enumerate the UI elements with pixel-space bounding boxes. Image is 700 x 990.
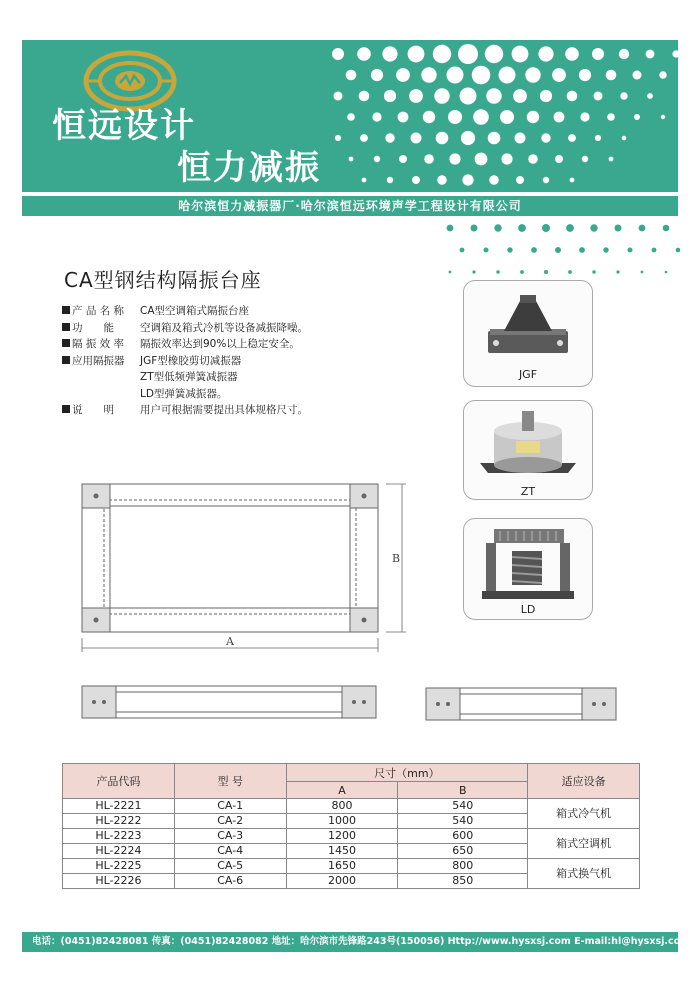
dimension-b-label: B xyxy=(392,552,401,565)
cell-model: CA-1 xyxy=(174,799,286,814)
photo-label-jgf: JGF xyxy=(518,368,538,381)
cell-a: 1450 xyxy=(286,844,398,859)
spec-value: CA型空调箱式隔振台座 xyxy=(140,305,250,317)
photo-label-zt: ZT xyxy=(520,485,536,498)
spec-row xyxy=(62,320,462,337)
cell-code: HL-2221 xyxy=(63,799,175,814)
cell-b: 800 xyxy=(398,859,528,874)
spec-row xyxy=(62,303,462,320)
spec-row xyxy=(62,353,462,370)
cell-equipment: 箱式冷气机 xyxy=(528,799,640,829)
cell-model: CA-2 xyxy=(174,814,286,829)
cell-a: 2000 xyxy=(286,874,398,889)
plan-view-drawing xyxy=(76,478,416,653)
cell-a: 1000 xyxy=(286,814,398,829)
spec-row xyxy=(62,402,462,419)
header-equipment: 适应设备 xyxy=(528,764,640,799)
header-model: 型 号 xyxy=(174,764,286,799)
spec-key: 说 明 xyxy=(72,404,114,416)
bullet-square-icon xyxy=(62,356,70,364)
cell-b: 600 xyxy=(398,829,528,844)
cell-model: CA-5 xyxy=(174,859,286,874)
cell-b: 850 xyxy=(398,874,528,889)
zt-mount-image xyxy=(464,401,592,483)
table-row xyxy=(63,859,640,874)
footer-contact-bar: 电话：(0451)82428081 传真：(0451)82428082 地址：哈尔滨市先锋路243号(150056) Http://www.hysxsj.com E-mail:hl@hysxsj.com xyxy=(22,932,678,952)
cell-code: HL-2224 xyxy=(63,844,175,859)
cell-equipment: 箱式空调机 xyxy=(528,829,640,859)
header-size: 尺寸（mm） xyxy=(286,764,528,782)
cell-code: HL-2222 xyxy=(63,814,175,829)
company-subtitle-bar: 哈尔滨恒力减振器厂·哈尔滨恒远环境声学工程设计有限公司 xyxy=(22,196,678,216)
photo-label-ld: LD xyxy=(520,603,536,616)
ld-mount-image xyxy=(464,519,592,605)
spec-value: ZT型低频弹簧减振器 xyxy=(140,371,238,383)
spec-list xyxy=(62,303,462,419)
table-row xyxy=(63,799,640,814)
spec-key: 功 能 xyxy=(72,321,114,334)
end-view-drawing xyxy=(424,682,620,727)
spec-key: 产 品 名 称 xyxy=(72,305,125,317)
cell-a: 800 xyxy=(286,799,398,814)
bullet-square-icon xyxy=(62,306,70,314)
header-dim-b: B xyxy=(398,782,528,799)
bullet-square-icon xyxy=(62,323,70,331)
cell-a: 1650 xyxy=(286,859,398,874)
spec-value: 空调箱及箱式冷机等设备减振降噪。 xyxy=(140,321,308,334)
photo-jgf xyxy=(463,280,593,387)
cell-model: CA-6 xyxy=(174,874,286,889)
spec-row xyxy=(62,336,462,353)
header-banner xyxy=(22,40,678,192)
product-title: CA型钢结构隔振台座 xyxy=(64,268,262,292)
header-product-code: 产品代码 xyxy=(63,764,175,799)
slogan-line-2: 恒力减振 xyxy=(177,148,321,188)
header-dim-a: A xyxy=(286,782,398,799)
bullet-square-icon xyxy=(62,339,70,347)
spec-key: 隔 振 效 率 xyxy=(72,338,125,350)
cell-b: 650 xyxy=(398,844,528,859)
cell-equipment: 箱式换气机 xyxy=(528,859,640,889)
cell-b: 540 xyxy=(398,814,528,829)
bullet-square-icon xyxy=(62,405,70,413)
spec-key: 应用隔振器 xyxy=(72,354,125,367)
photo-zt xyxy=(463,400,593,500)
cell-model: CA-3 xyxy=(174,829,286,844)
cell-model: CA-4 xyxy=(174,844,286,859)
table-row xyxy=(63,829,640,844)
slogan-line-1: 恒远设计 xyxy=(52,106,196,146)
spec-value: 用户可根据需要提出具体规格尺寸。 xyxy=(140,404,308,416)
side-view-drawing xyxy=(80,680,380,725)
photo-ld xyxy=(463,518,593,620)
cell-a: 1200 xyxy=(286,829,398,844)
dimension-a-label: A xyxy=(226,635,234,648)
cell-b: 540 xyxy=(398,799,528,814)
spec-value: JGF型橡胶剪切减振器 xyxy=(140,354,242,367)
spec-row xyxy=(62,369,462,386)
spec-value: LD型弹簧减振器。 xyxy=(140,387,228,400)
cell-code: HL-2225 xyxy=(63,859,175,874)
size-table xyxy=(62,763,640,889)
spec-row xyxy=(62,386,462,403)
cell-code: HL-2226 xyxy=(63,874,175,889)
spec-value: 隔振效率达到90%以上稳定安全。 xyxy=(140,338,300,350)
dot-pattern xyxy=(322,40,678,192)
jgf-mount-image xyxy=(464,281,592,371)
cell-code: HL-2223 xyxy=(63,829,175,844)
